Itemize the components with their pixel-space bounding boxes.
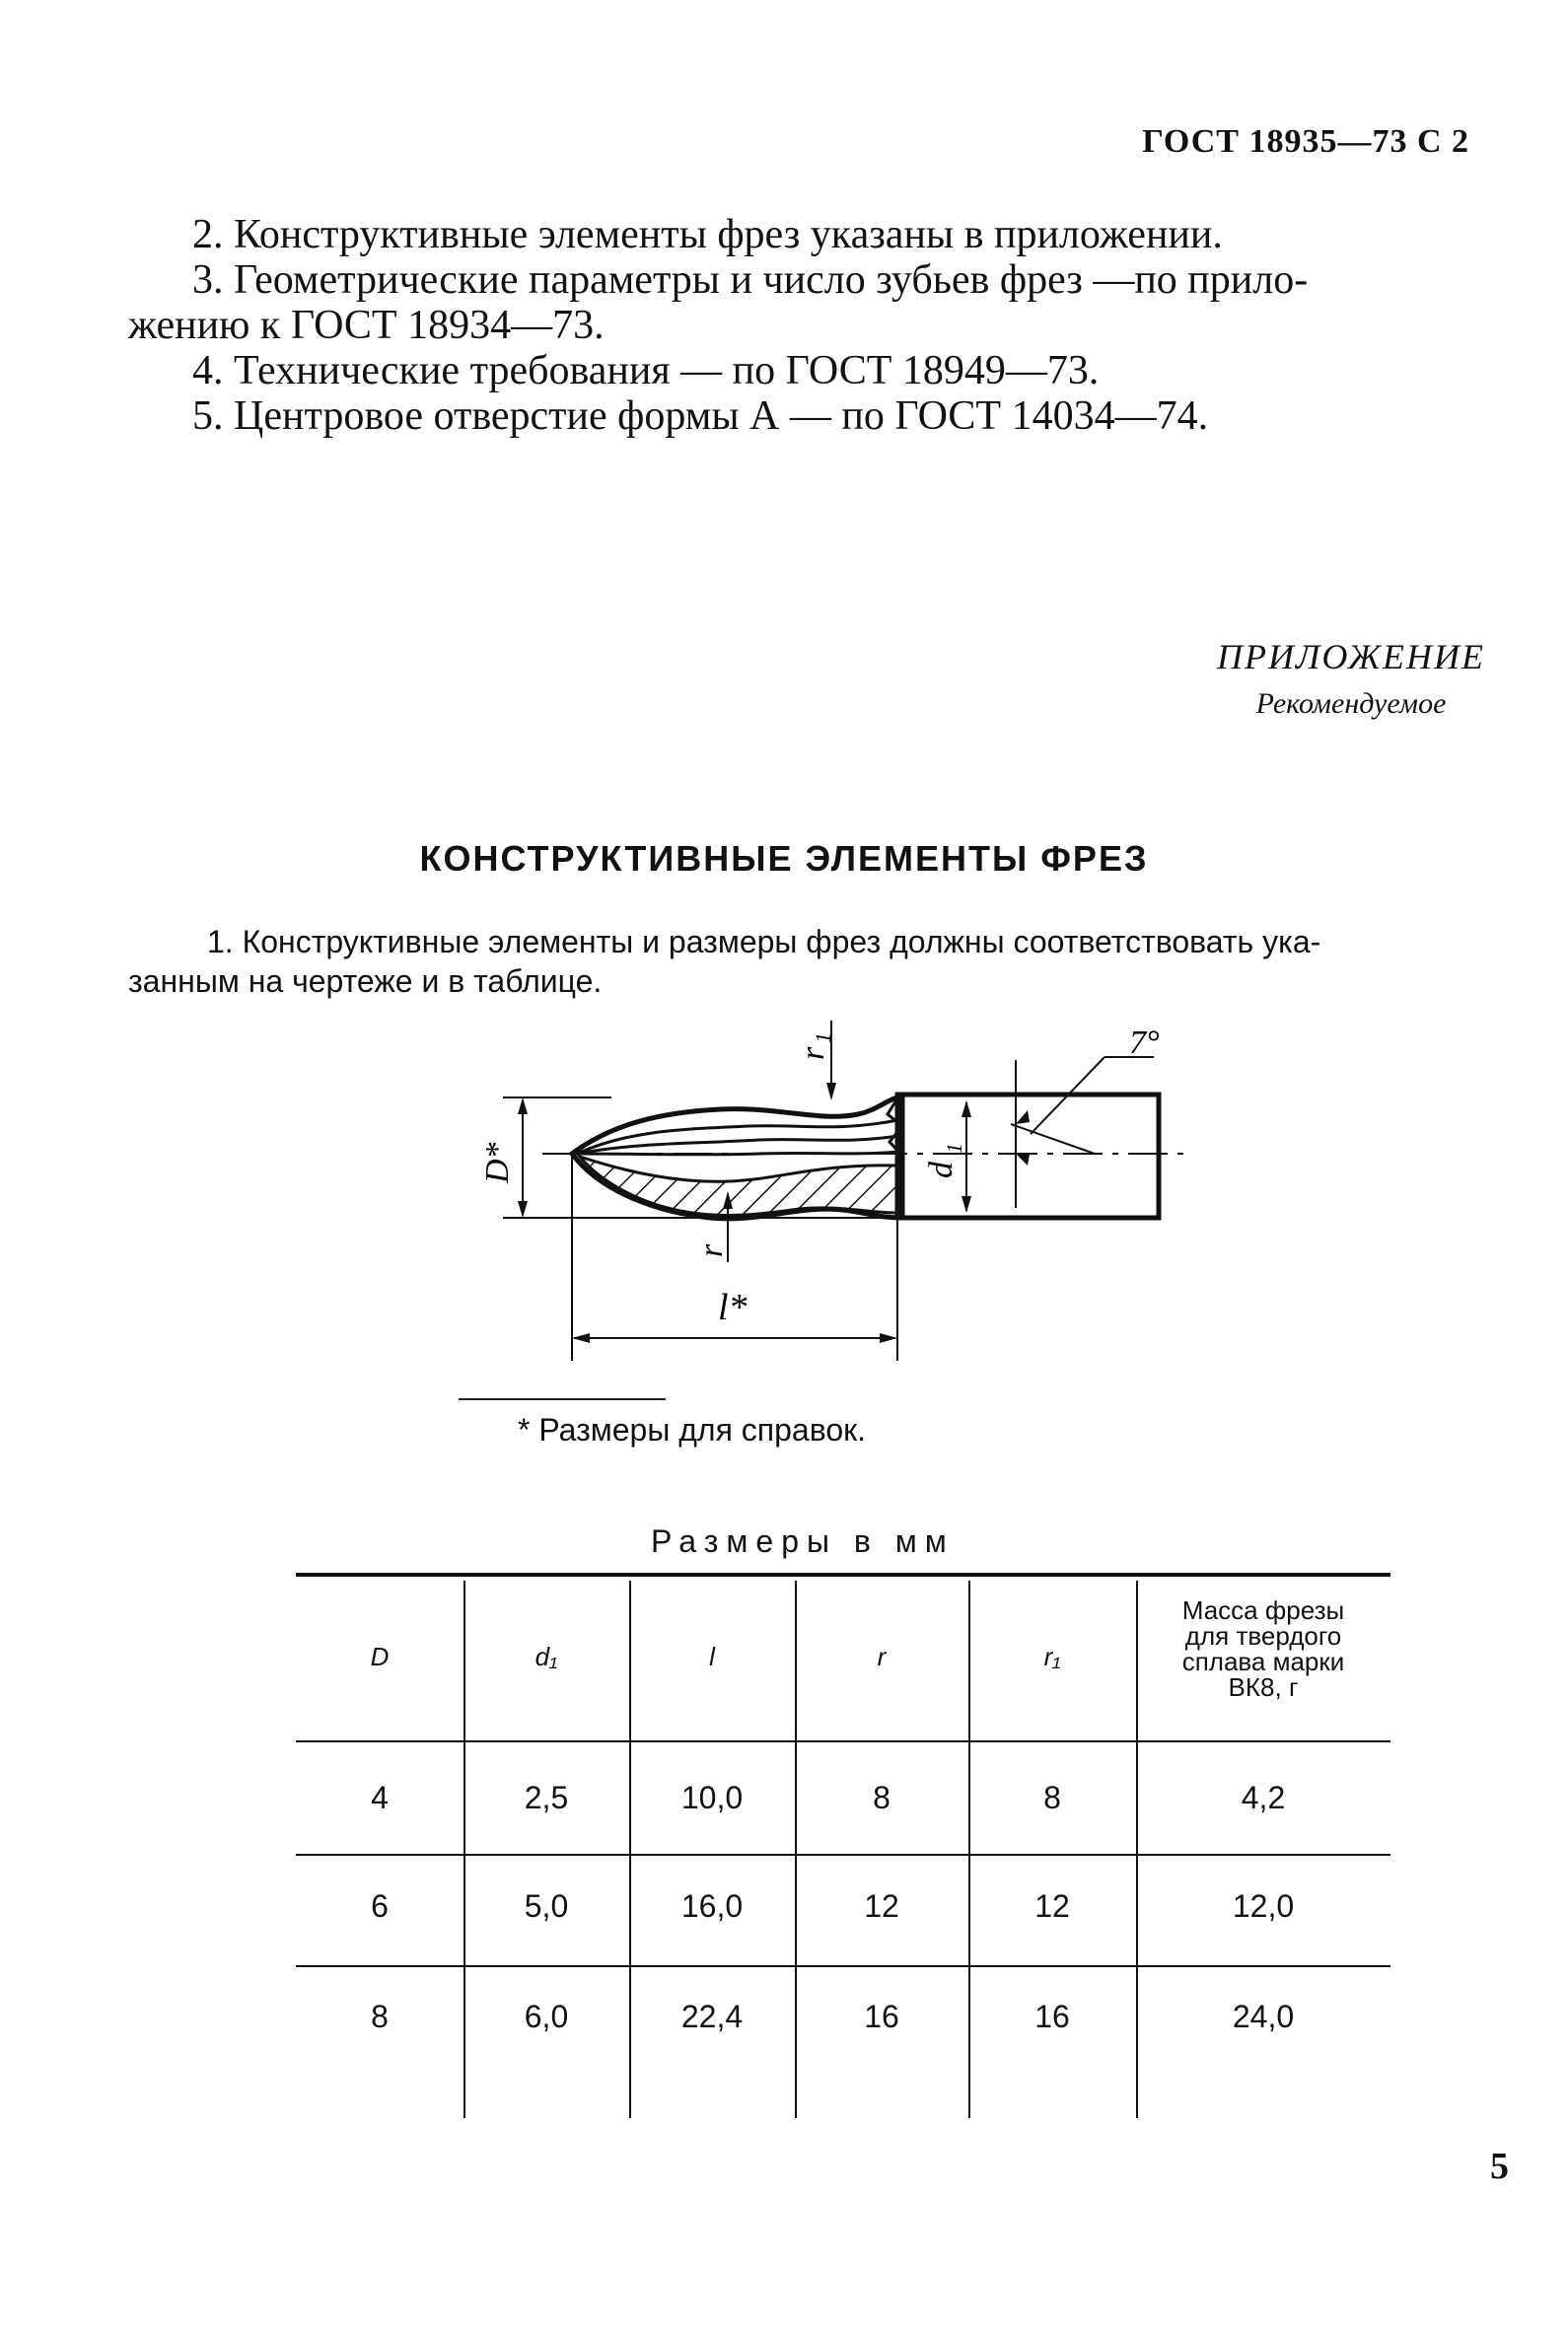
header-r: r xyxy=(877,1642,887,1671)
requirements-list xyxy=(128,212,1499,439)
radius-r-label: r xyxy=(693,1243,730,1257)
table-cell: 8 xyxy=(873,1780,891,1815)
table-cell: 12 xyxy=(1034,1888,1070,1924)
table-cell: 22,4 xyxy=(680,1999,744,2034)
dimension-d1-label: d xyxy=(923,1162,960,1178)
table-cell: 16 xyxy=(1034,1999,1070,2034)
document-header: ГОСТ 18935—73 С 2 xyxy=(1142,123,1469,160)
table-cell: 5,0 xyxy=(524,1888,569,1924)
table-rule-row xyxy=(296,1965,1390,1967)
list-item-continuation: жению к ГОСТ 18934—73. xyxy=(128,303,605,348)
cutter-head xyxy=(572,1096,902,1219)
table-rule-row xyxy=(296,1854,1390,1856)
table-cell: 4 xyxy=(371,1780,389,1815)
table-cell: 24,0 xyxy=(1232,1999,1295,2034)
list-item: 3. Геометрические параметры и число зубьев фрез —по прило- xyxy=(192,257,1309,303)
footnote: * Размеры для справок. xyxy=(518,1412,867,1448)
header-d1: d₁ xyxy=(535,1642,558,1671)
footnote-rule xyxy=(459,1398,666,1400)
cutter-drawing xyxy=(463,1016,1213,1380)
table-cell: 12 xyxy=(864,1888,899,1924)
paragraph-line: занным на чертеже и в таблице. xyxy=(128,963,603,999)
paragraph-line: 1. Конструктивные элементы и размеры фрез должны соответствовать ука- xyxy=(207,924,1321,959)
radius-r1-label: r xyxy=(795,1046,831,1060)
header-D: D xyxy=(370,1642,390,1671)
table-cell: 8 xyxy=(1043,1780,1061,1815)
radius-r1-subscript: 1 xyxy=(811,1032,835,1043)
table-cell: 2,5 xyxy=(524,1780,569,1815)
dimension-d1-subscript: 1 xyxy=(942,1143,966,1154)
header-mass-line: сплава марки xyxy=(1181,1647,1345,1676)
list-item: 2. Конструктивные элементы фрез указаны в приложении. xyxy=(192,212,1223,257)
header-mass-line: Масса фрезы xyxy=(1181,1595,1345,1625)
dimension-D-label: D* xyxy=(479,1142,516,1183)
table-rule-top xyxy=(296,1573,1390,1577)
table-cell: 10,0 xyxy=(680,1780,744,1815)
table-cell: 8 xyxy=(371,1999,389,2034)
table-cell: 4,2 xyxy=(1241,1780,1286,1815)
appendix-label xyxy=(1183,636,1519,721)
table-cell: 12,0 xyxy=(1232,1888,1295,1924)
angle-label: 7° xyxy=(1129,1025,1160,1061)
appendix-note: Рекомендуемое xyxy=(1255,687,1447,720)
table-cell: 16 xyxy=(864,1999,899,2034)
list-item: 4. Технические требования — по ГОСТ 18949—73. xyxy=(192,348,1100,393)
angle-marker xyxy=(1011,1057,1154,1208)
section-title: КОНСТРУКТИВНЫЕ ЭЛЕМЕНТЫ ФРЕЗ xyxy=(419,838,1149,879)
table-caption: Размеры в мм xyxy=(651,1523,955,1559)
header-mass xyxy=(1136,1597,1390,1700)
table-cell: 6 xyxy=(371,1888,389,1924)
table-cell: 16,0 xyxy=(680,1888,744,1924)
table-cell: 6,0 xyxy=(524,1999,569,2034)
dimension-l-label: l* xyxy=(718,1287,748,1328)
page-number: 5 xyxy=(1490,2146,1509,2187)
dimensions-table xyxy=(296,1573,1390,2125)
header-r1: r₁ xyxy=(1043,1642,1061,1671)
header-mass-line: для твердого xyxy=(1184,1621,1342,1651)
intro-paragraph xyxy=(128,922,1499,1001)
header-l: l xyxy=(709,1642,715,1671)
dimension-d1 xyxy=(962,1100,971,1213)
header-mass-line: ВК8, г xyxy=(1228,1672,1299,1702)
appendix-title: ПРИЛОЖЕНИЕ xyxy=(1217,637,1485,676)
list-item: 5. Центровое отверстие формы А — по ГОСТ 14034—74. xyxy=(192,393,1209,439)
table-rule-header xyxy=(296,1740,1390,1742)
